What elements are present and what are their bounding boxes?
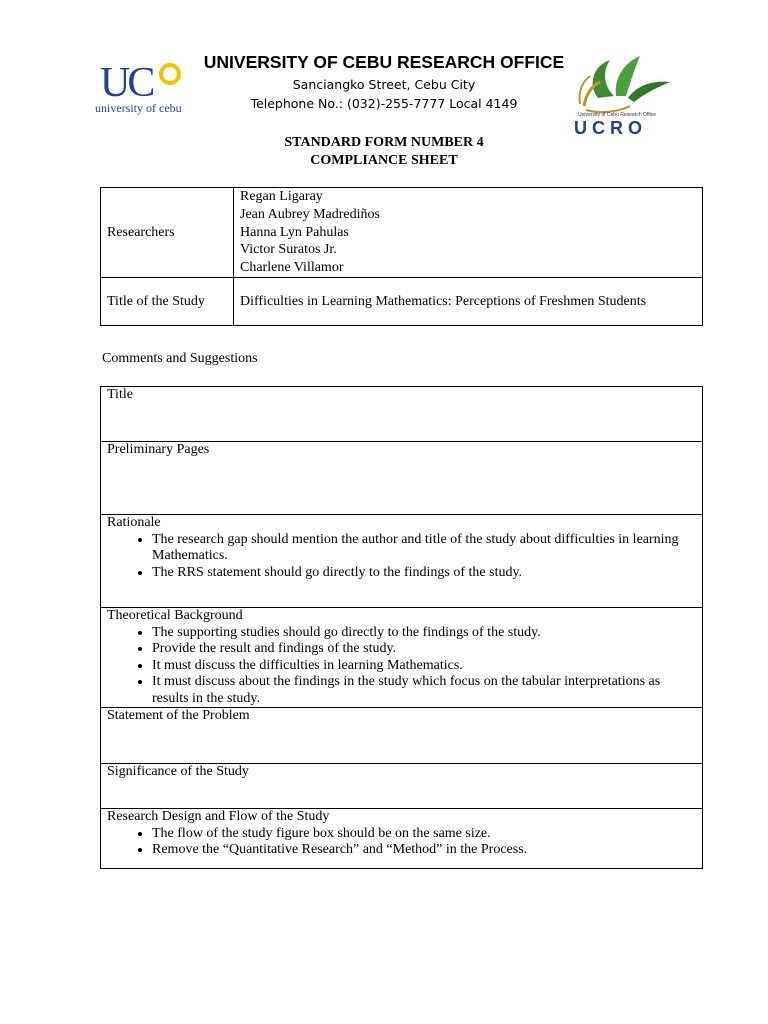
section-heading: Research Design and Flow of the Study <box>107 809 330 824</box>
comment-item: • The RRS statement should go directly to the findings of the study. <box>152 565 696 582</box>
office-address: Sanciangko Street, Cebu City <box>292 77 476 92</box>
researchers-list <box>234 188 703 278</box>
section-heading: Significance of the Study <box>107 764 249 779</box>
section-heading: Rationale <box>107 515 161 530</box>
comment-item: • Remove the “Quantitative Research” and “Method” in the Process. <box>152 842 696 859</box>
comment-item: • The supporting studies should go directly to the findings of the study. <box>152 625 696 642</box>
section-row-title <box>101 387 703 442</box>
comments-label: Comments and Suggestions <box>102 351 258 366</box>
section-row-rationale <box>101 515 703 608</box>
university-of-cebu-logo <box>94 58 198 116</box>
section-heading: Theoretical Background <box>107 608 243 623</box>
form-subtitle: COMPLIANCE SHEET <box>310 153 458 168</box>
study-info-table <box>100 187 703 326</box>
researchers-label: Researchers <box>101 188 234 278</box>
researcher-name: Regan Ligaray <box>240 189 323 204</box>
office-title: UNIVERSITY OF CEBU RESEARCH OFFICE <box>203 52 565 72</box>
section-row-research-design <box>101 809 703 869</box>
comment-list <box>107 826 696 859</box>
form-title: STANDARD FORM NUMBER 4 <box>284 135 484 150</box>
study-title-label: Title of the Study <box>101 278 234 326</box>
section-row-preliminary-pages <box>101 442 703 515</box>
ucro-logo-text: UCRO <box>574 118 647 136</box>
comment-item: • The research gap should mention the author and title of the study about difficulties in learning Mathematics. <box>152 532 696 565</box>
section-row-significance-of-the-study <box>101 764 703 809</box>
section-heading: Title <box>107 387 133 402</box>
researcher-name: Victor Suratos Jr. <box>240 242 337 258</box>
study-title-value: Difficulties in Learning Mathematics: Perceptions of Freshmen Students <box>234 278 703 326</box>
uc-logo-mark: UC <box>100 60 153 106</box>
comment-list <box>107 625 696 708</box>
document-header <box>0 0 768 136</box>
researcher-name: Jean Aubrey Madrediños <box>240 206 380 222</box>
researchers-row <box>101 188 703 278</box>
comment-item: • The flow of the study figure box should be on the same size. <box>152 826 696 843</box>
section-row-statement-of-the-problem <box>101 708 703 764</box>
ucro-logo-small-text: University of Cebu Research Office <box>578 112 656 118</box>
study-title-row <box>101 278 703 326</box>
comment-list <box>107 532 696 582</box>
researcher-name: Hanna Lyn Pahulas <box>240 224 349 240</box>
comment-item: • Provide the result and findings of the study. <box>152 641 696 658</box>
ucro-logo <box>570 46 674 136</box>
uc-logo-text: university of cebu <box>95 101 182 115</box>
comment-item: • It must discuss about the findings in the study which focus on the tabular interpretations as results in the study. <box>152 674 696 707</box>
comments-table <box>100 386 703 869</box>
section-heading: Statement of the Problem <box>107 708 250 723</box>
office-telephone: Telephone No.: (032)-255-7777 Local 4149 <box>250 96 518 111</box>
section-heading: Preliminary Pages <box>107 442 210 457</box>
comment-item: • It must discuss the difficulties in learning Mathematics. <box>152 658 696 675</box>
section-row-theoretical-background <box>101 608 703 708</box>
researcher-name: Charlene Villamor <box>240 260 344 276</box>
